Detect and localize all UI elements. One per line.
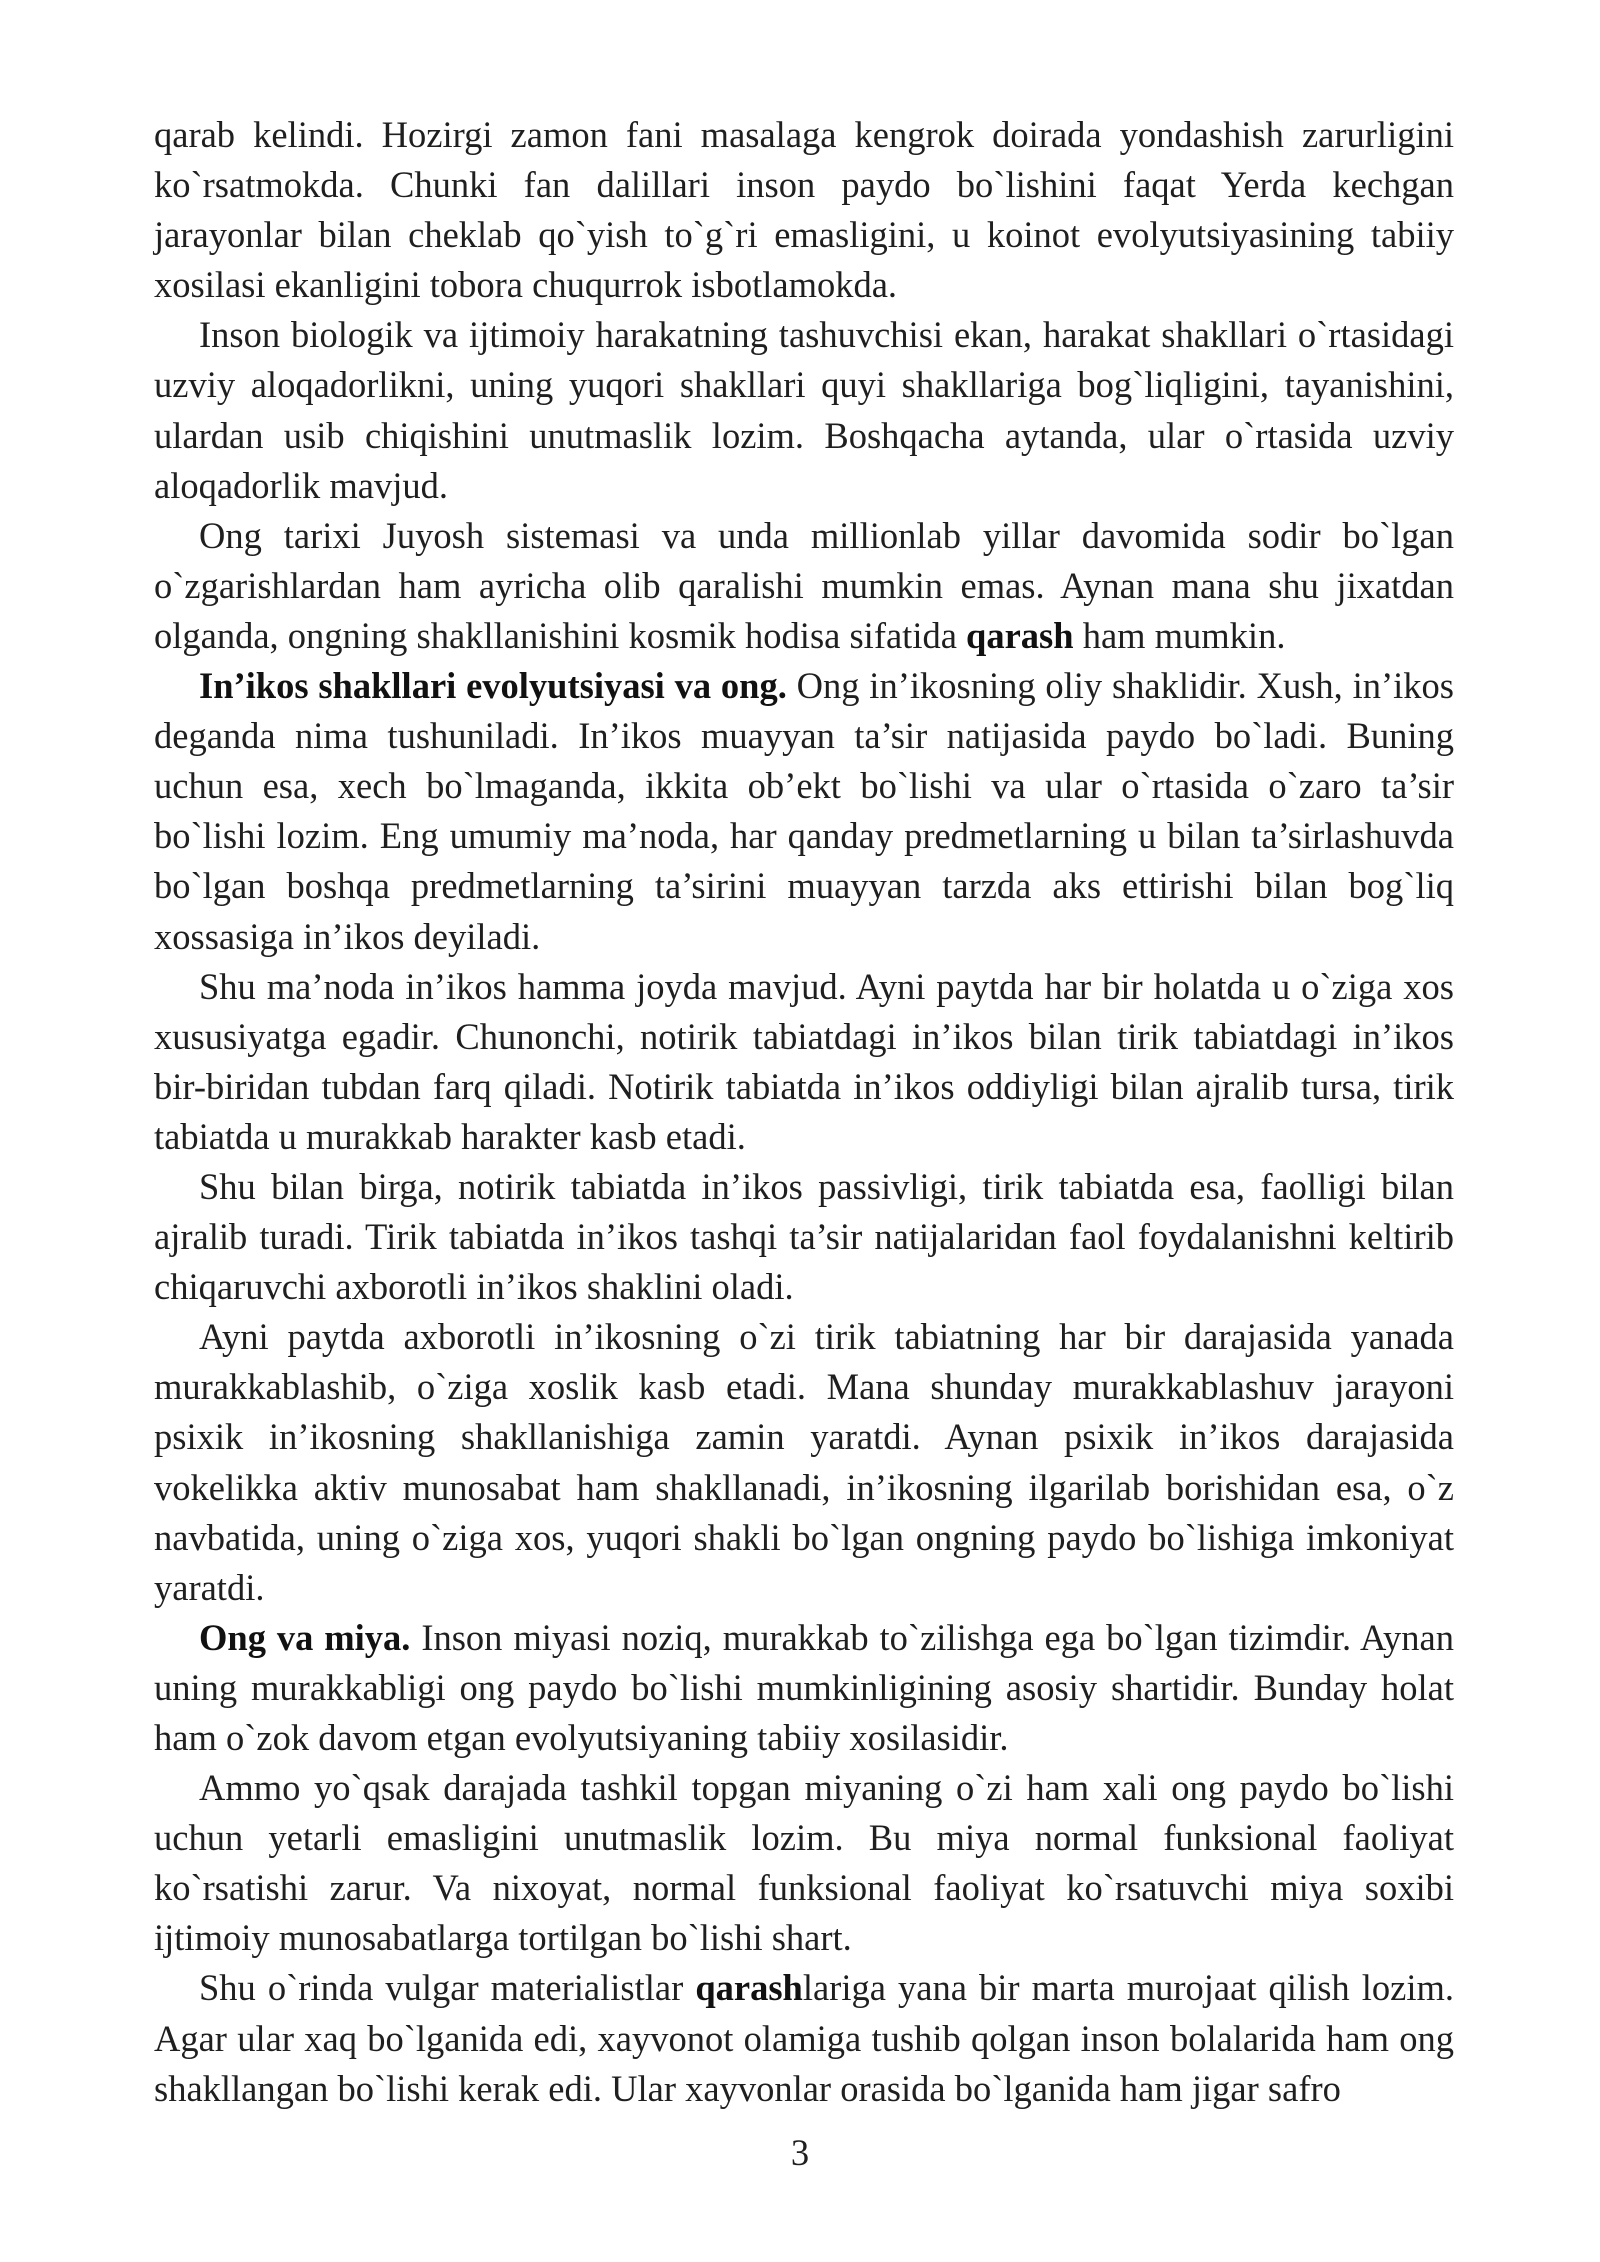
paragraph-10 [154, 1963, 1454, 2113]
paragraph-3-bold-term: qarash [966, 614, 1074, 656]
paragraph-3 [154, 511, 1454, 661]
paragraph-2 [154, 310, 1454, 510]
paragraph-4 [154, 661, 1454, 962]
section-heading-consciousness-brain: Ong va miya. [199, 1616, 411, 1658]
paragraph-6 [154, 1162, 1454, 1312]
paragraph-5 [154, 962, 1454, 1162]
page-body [154, 110, 1454, 2114]
paragraph-5-text: Shu ma’noda in’ikos hamma joyda mavjud. Ayni paytda har bir holatda u o`ziga xos xususiyatga egadir. Chunonchi, notirik tabiatdagi in’ikos bilan tirik tabiatdagi in’ikos bir-biridan tubdan farq qiladi. Notirik tabiatda in’ikos oddiyligi bilan ajralib tursa, tirik tabiatda u murakkab harakter kasb etadi. [154, 965, 1454, 1157]
paragraph-9 [154, 1763, 1454, 1963]
paragraph-8 [154, 1613, 1454, 1763]
paragraph-7-text: Ayni paytda axborotli in’ikosning o`zi tirik tabiatning har bir darajasida yanada murakkablashib, o`ziga xoslik kasb etadi. Mana shunday murakkablashuv jarayoni psixik in’ikosning shakllanishiga zamin yaratdi. Aynan psixik in’ikos darajasida vokelikka aktiv munosabat ham shakllanadi, in’ikosning ilgarilab borishidan esa, o`z navbatida, uning o`ziga xos, yuqori shakli bo`lgan ongning paydo bo`lishiga imkoniyat yaratdi. [154, 1316, 1454, 1608]
section-heading-reflection-forms: In’ikos shakllari evolyutsiyasi va ong. [199, 665, 787, 707]
paragraph-1-text: qarab kelindi. Hozirgi zamon fani masalaga kengrok doirada yondashish zarurligini ko`rsatmokda. Chunki fan dalillari inson paydo bo`lishini faqat Yerda kechgan jarayonlar bilan cheklab qo`yish to`g`ri emasligini, u koinot evolyutsiyasining tabiiy xosilasi ekanligini tobora chuqurrok isbotlamokda. [154, 114, 1454, 306]
paragraph-10-text-end: lariga yana bir marta murojaat qilish lozim. Agar ular xaq bo`lganida edi, xayvonot olamiga tushib qolgan inson bolalarida ham ong shakllangan bo`lishi kerak edi. Ular xayvonlar orasida bo`lganida ham jigar safro [154, 1967, 1455, 2109]
paragraph-3-text-end: ham mumkin. [1073, 614, 1286, 656]
paragraph-10-bold-term: qarash [695, 1967, 803, 2009]
paragraph-7 [154, 1312, 1454, 1613]
paragraph-8-text: Inson miyasi noziq, murakkab to`zilishga ega bo`lgan tizimdir. Aynan uning murakkabligi ong paydo bo`lishi mumkinligining asosiy shartidir. Bunday holat ham o`zok davom etgan evolyutsiyaning tabiiy xosilasidir. [154, 1616, 1454, 1758]
paragraph-4-text: Ong in’ikosning oliy shaklidir. Xush, in’ikos deganda nima tushuniladi. In’ikos muayyan ta’sir natijasida paydo bo`ladi. Buning uchun esa, xech bo`lmaganda, ikkita ob’ekt bo`lishi va ular o`rtasida o`zaro ta’sir bo`lishi lozim. Eng umumiy ma’noda, har qanday predmetlarning u bilan ta’sirlashuvda bo`lgan boshqa predmetlarning ta’sirini muayyan tarzda aks ettirishi bilan bog`liq xossasiga in’ikos deyiladi. [154, 665, 1454, 957]
paragraph-1 [154, 110, 1454, 310]
paragraph-6-text: Shu bilan birga, notirik tabiatda in’ikos passivligi, tirik tabiatda esa, faolligi bilan ajralib turadi. Tirik tabiatda in’ikos tashqi ta’sir natijalaridan faol foydalanishni keltirib chiqaruvchi axborotli in’ikos shaklini oladi. [154, 1165, 1454, 1308]
paragraph-10-text-start: Shu o`rinda vulgar materialistlar [199, 1967, 696, 2009]
paragraph-2-text: Inson biologik va ijtimoiy harakatning tashuvchisi ekan, harakat shakllari o`rtasidagi uzviy aloqadorlikni, uning yuqori shakllari quyi shakllariga bog`liqligini, tayanishini, ulardan usib chiqishini unutmaslik lozim. Boshqacha aytanda, ular o`rtasida uzviy aloqadorlik mavjud. [154, 314, 1454, 506]
paragraph-9-text: Ammo yo`qsak darajada tashkil topgan miyaning o`zi ham xali ong paydo bo`lishi uchun yetarli emasligini unutmaslik lozim. Bu miya normal funksional faoliyat ko`rsatishi zarur. Va nixoyat, normal funksional faoliyat ko`rsatuvchi miya soxibi ijtimoiy munosabatlarga tortilgan bo`lishi shart. [154, 1767, 1454, 1959]
paragraph-3-text-start: Ong tarixi Juyosh sistemasi va unda millionlab yillar davomida sodir bo`lgan o`zgarishlardan ham ayricha olib qaralishi mumkin emas. Aynan mana shu jixatdan olganda, ongning shakllanishini kosmik hodisa sifatida [154, 514, 1454, 656]
page-number: 3 [790, 2132, 810, 2173]
